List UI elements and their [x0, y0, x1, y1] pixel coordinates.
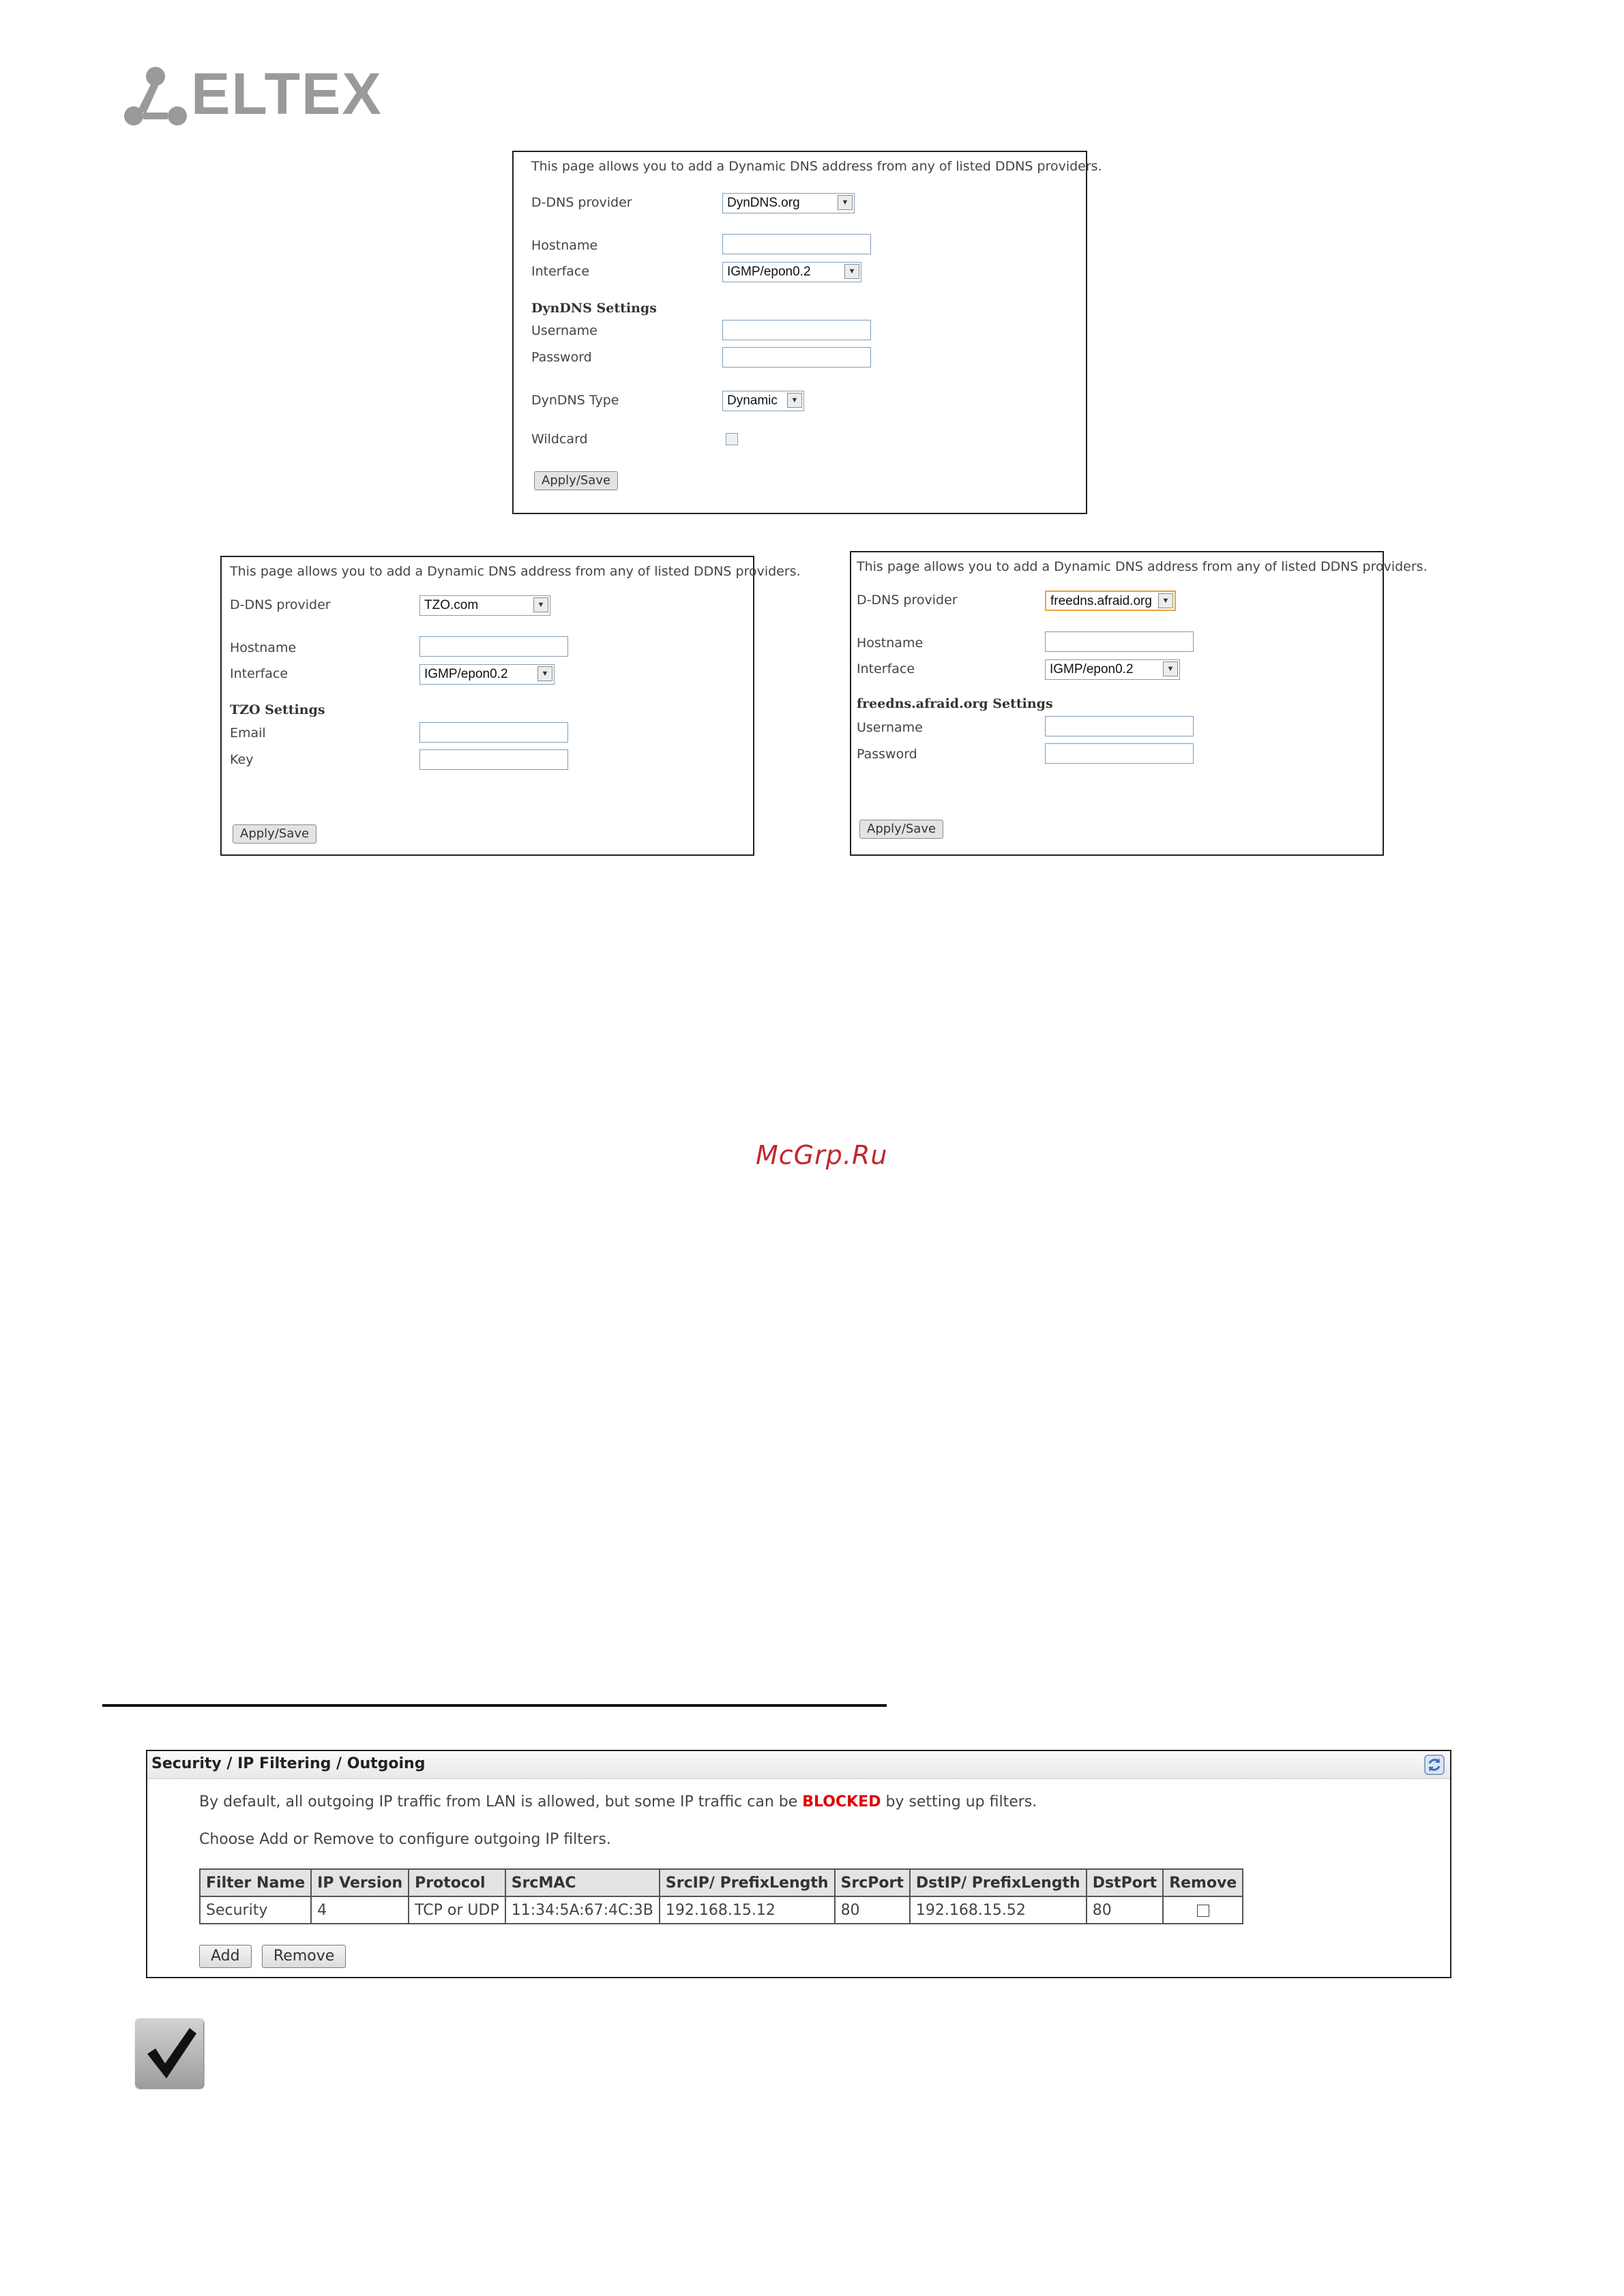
col-dst-port: DstPort [1087, 1869, 1163, 1896]
interface-label: Interface [531, 264, 590, 279]
chevron-down-icon[interactable]: ▼ [1163, 661, 1178, 676]
checkmark-glyph-icon [135, 2018, 203, 2088]
chevron-down-icon[interactable]: ▼ [533, 597, 548, 612]
provider-label: D-DNS provider [230, 597, 331, 612]
interface-label: Interface [857, 661, 915, 676]
remove-button[interactable]: Remove [262, 1945, 346, 1968]
panel-header [147, 1751, 1450, 1779]
chevron-down-icon[interactable]: ▼ [838, 195, 853, 210]
col-dst-ip: DstIP/ PrefixLength [910, 1869, 1087, 1896]
interface-select-value: IGMP/epon0.2 [1050, 662, 1134, 676]
email-input[interactable] [419, 722, 568, 743]
col-protocol: Protocol [409, 1869, 505, 1896]
tzo-panel [220, 556, 801, 856]
tzo-settings-heading: TZO Settings [230, 702, 325, 717]
interface-select[interactable] [419, 664, 555, 685]
provider-select[interactable] [1045, 591, 1176, 611]
apply-save-button[interactable]: Apply/Save [859, 820, 943, 839]
username-input[interactable] [1045, 716, 1194, 736]
cell-remove [1163, 1896, 1243, 1924]
username-input[interactable] [722, 320, 871, 340]
afraid-panel [850, 551, 1428, 856]
table-header-row [200, 1869, 1243, 1896]
provider-label: D-DNS provider [857, 593, 958, 608]
add-button[interactable]: Add [199, 1945, 252, 1968]
col-src-ip: SrcIP/ PrefixLength [660, 1869, 835, 1896]
apply-save-button[interactable]: Apply/Save [534, 471, 618, 490]
eltex-logo [123, 60, 382, 128]
username-label: Username [857, 720, 923, 735]
cell-filter-name: Security [200, 1896, 311, 1924]
col-src-mac: SrcMAC [505, 1869, 660, 1896]
dyndns-type-value: Dynamic [727, 393, 778, 408]
dyndns-panel [512, 151, 1102, 514]
blocked-text: BLOCKED [802, 1793, 881, 1810]
interface-select[interactable] [1045, 659, 1180, 680]
col-src-port: SrcPort [835, 1869, 910, 1896]
chevron-down-icon[interactable]: ▼ [537, 666, 552, 681]
panel-title: Security / IP Filtering / Outgoing [151, 1755, 426, 1772]
cell-protocol: TCP or UDP [409, 1896, 505, 1924]
hostname-label: Hostname [857, 636, 924, 651]
cell-src-mac: 11:34:5A:67:4C:3B [505, 1896, 660, 1924]
password-input[interactable] [1045, 743, 1194, 764]
interface-select-value: IGMP/epon0.2 [424, 667, 508, 681]
interface-select-value: IGMP/epon0.2 [727, 265, 811, 279]
col-remove: Remove [1163, 1869, 1243, 1896]
interface-select[interactable] [722, 262, 861, 282]
table-row [200, 1896, 1243, 1924]
cell-dst-port: 80 [1087, 1896, 1163, 1924]
dyndns-type-label: DynDNS Type [531, 393, 619, 408]
password-input[interactable] [722, 347, 871, 368]
password-label: Password [857, 747, 917, 762]
key-label: Key [230, 752, 254, 767]
panel-instruction: Choose Add or Remove to configure outgoing IP filters. [199, 1831, 611, 1848]
eltex-logo-icon [123, 65, 188, 127]
refresh-icon[interactable] [1424, 1755, 1445, 1775]
desc-before: By default, all outgoing IP traffic from LAN is allowed, but some IP traffic can be [199, 1793, 803, 1810]
provider-select-value: DynDNS.org [727, 196, 800, 210]
logo-wordmark: ELTEX [191, 61, 383, 127]
wildcard-checkbox[interactable] [726, 433, 738, 445]
provider-label: D-DNS provider [531, 195, 632, 210]
section-divider [102, 1704, 887, 1707]
chevron-down-icon[interactable]: ▼ [844, 264, 859, 279]
chevron-down-icon[interactable]: ▼ [787, 393, 802, 408]
watermark-text: McGrp.Ru [756, 1140, 888, 1170]
provider-select-value: freedns.afraid.org [1050, 594, 1152, 608]
desc-after: by setting up filters. [881, 1793, 1037, 1810]
interface-label: Interface [230, 666, 289, 681]
wildcard-label: Wildcard [531, 432, 588, 447]
ip-filtering-panel [146, 1750, 1451, 1978]
hostname-label: Hostname [230, 640, 297, 655]
chevron-down-icon[interactable]: ▼ [1158, 593, 1173, 608]
checkmark-icon [135, 2018, 203, 2088]
hostname-input[interactable] [1045, 631, 1194, 652]
panel-description [199, 1793, 1037, 1810]
email-label: Email [230, 726, 266, 741]
col-ip-version: IP Version [311, 1869, 409, 1896]
hostname-input[interactable] [722, 234, 871, 254]
hostname-label: Hostname [531, 238, 598, 253]
cell-src-port: 80 [835, 1896, 910, 1924]
dyndns-intro: This page allows you to add a Dynamic DNS address from any of listed DDNS providers. [531, 159, 1102, 174]
afraid-intro: This page allows you to add a Dynamic DNS address from any of listed DDNS providers. [857, 559, 1428, 574]
cell-dst-ip: 192.168.15.52 [910, 1896, 1087, 1924]
provider-select[interactable] [722, 193, 855, 213]
afraid-settings-heading: freedns.afraid.org Settings [857, 696, 1053, 711]
tzo-intro: This page allows you to add a Dynamic DNS address from any of listed DDNS providers. [230, 564, 801, 579]
password-label: Password [531, 350, 592, 365]
apply-save-button[interactable]: Apply/Save [233, 824, 316, 844]
cell-src-ip: 192.168.15.12 [660, 1896, 835, 1924]
cell-ip-version: 4 [311, 1896, 409, 1924]
hostname-input[interactable] [419, 636, 568, 657]
provider-select-value: TZO.com [424, 598, 479, 612]
col-filter-name: Filter Name [200, 1869, 311, 1896]
key-input[interactable] [419, 749, 568, 770]
dyndns-settings-heading: DynDNS Settings [531, 301, 657, 316]
provider-select[interactable] [419, 595, 550, 616]
username-label: Username [531, 323, 597, 338]
remove-checkbox[interactable] [1197, 1905, 1209, 1917]
dyndns-type-select[interactable] [722, 391, 804, 411]
filter-table [199, 1868, 1243, 1924]
